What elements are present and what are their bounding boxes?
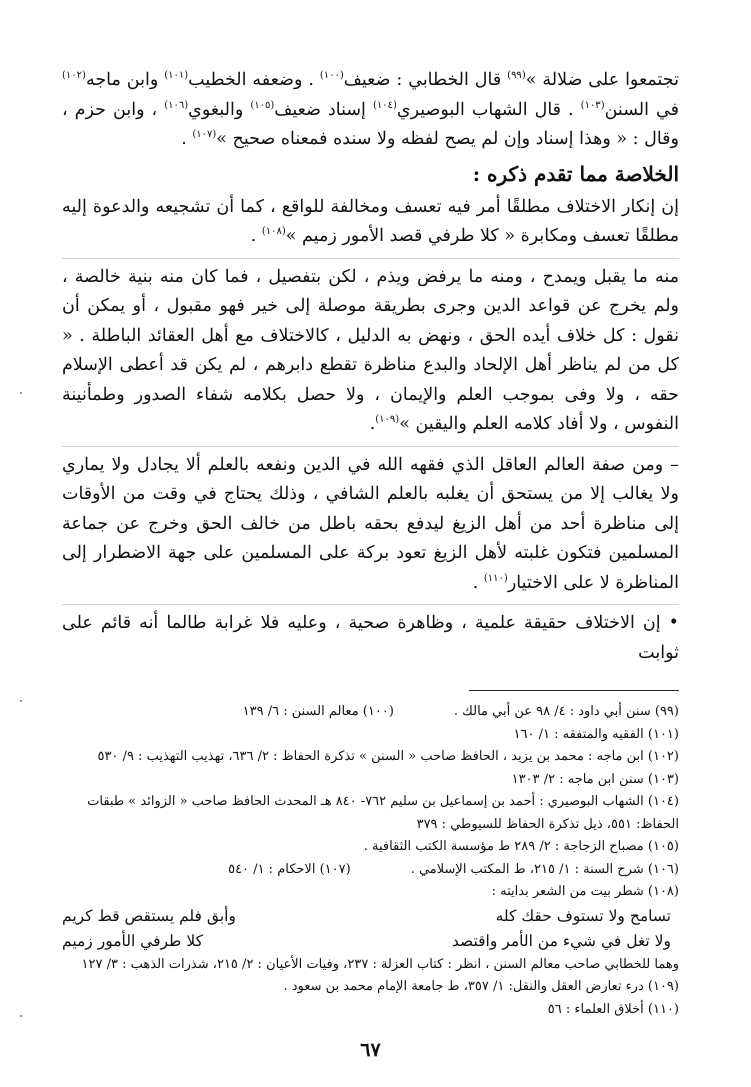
book-page	[62, 66, 679, 1087]
footnote: (١٠٣) سنن ابن ماجه : ٢/ ١٣٠٣	[511, 771, 679, 787]
paragraph: – ومن صفة العالم العاقل الذي فقهه الله في الدين ونفعه بالعلم ألا يجادل ولا يماري ولا يغالب إلا من يستحق أن يغلبه بالعلم الشافي ، وذلك يحتاج في وقت من الأوقات إلى مناظرة أحد من أهل الزيغ ليدفع بحقه باطل من خالف الحق وخرج عن جماعة المسلمين فتكون غلبته لأهل الزيغ تعود بركة على المسلمين على جهة الاضطرار إلى المناظرة لا على الاختيار$^{(١١٠)}$ .	[62, 446, 679, 599]
footnote: (١٠٥) مصباح الزجاجة : ٢/ ٢٨٩ ط مؤسسة الكتب الثقافية .	[363, 839, 679, 854]
footnote: (١٠٤) الشهاب البوصيري : أحمد بن إسماعيل بن سليم ٧٦٢- ٨٤٠ هـ المحدث الحافظ صاحب « الزوائد » طبقات الحفاظ: ٥٥١، ذيل تذكرة الحفاظ للسيوطي : ٣٧٩	[87, 794, 679, 832]
scan-mark	[20, 700, 22, 702]
verse-hemistich: ولا تغل في شيء من الأمر واقتصد	[451, 931, 671, 950]
footnote: وهما للخطابي صاحب معالم السنن ، انظر : كتاب العزلة : ٢٣٧، وفيات الأعيان : ٢/ ٢١٥، شذرات الذهب : ٣/ ١٢٧	[81, 956, 679, 972]
footnote: (١٠٩) درء تعارض العقل والنقل: ١/ ٣٥٧، ط جامعة الإمام محمد بن سعود .	[283, 979, 679, 994]
paragraph: تجتمعوا على ضلالة »$^{(٩٩)}$ قال الخطابي : ضعيف$^{(١٠٠)}$ . وضعفه الخطيب$^{(١٠١)}$ وابن ماجه$^{(١٠٢)}$ في السنن$^{(١٠٣)}$ . قال الشهاب البوصيري$^{(١٠٤)}$ إسناد ضعيف$^{(١٠٥)}$ والبغوي$^{(١٠٦)}$ ، وابن حزم ، وقال : « وهذا إسناد وإن لم يصح لفظه ولا سنده فمعناه صحيح »$^{(١٠٧)}$ .	[62, 70, 679, 149]
scan-mark	[20, 392, 22, 394]
footnote: (١٠٧) الاحكام : ١/ ٥٤٠	[228, 861, 351, 877]
footnote: (١٠٠) معالم السنن : ٦/ ١٣٩	[242, 704, 394, 719]
verse-hemistich: تسامح ولا تستوف حقك كله	[495, 906, 671, 925]
footnote: (١٠١) الفقيه والمتفقه : ١/ ١٦٠	[513, 726, 679, 742]
scan-mark	[20, 1015, 22, 1017]
footnote-divider	[469, 690, 679, 691]
footnote: (١٠٦) شرح السنة : ١/ ٢١٥، ط المكتب الإسلامي .	[410, 861, 679, 877]
footnote: (١٠٨) شطر بيت من الشعر بدايته :	[491, 884, 679, 899]
body-text	[62, 66, 679, 668]
footnote: (٩٩) سنن أبي داود : ٤/ ٩٨ عن أبي مالك .	[453, 704, 679, 719]
page-number: ٦٧	[360, 1039, 381, 1061]
footnote-row	[62, 701, 679, 724]
footnote: (١٠٢) ابن ماجه : محمد بن يزيد ، الحافظ صاحب « السنن » تذكرة الحفاظ : ٢/ ٦٣٦، تهذيب التهذيب : ٩/ ٥٣٠	[97, 749, 679, 764]
verse-hemistich: وأبق فلم يستقص قط كريم	[62, 906, 236, 925]
paragraph: إن إنكار الاختلاف مطلقًا أمر فيه تعسف ومخالفة للواقع ، كما أن تشجيعه والدعوة إليه مطلقًا تعسف ومكابرة « كلا طرفي قصد الأمور زميم »$^{(١٠٨)}$ .	[62, 196, 679, 246]
poem-verse	[62, 929, 679, 954]
paragraph: • إن الاختلاف حقيقة علمية ، وظاهرة صحية ، وعليه فلا غرابة طالما أنه قائم على ثوابت	[62, 604, 679, 668]
section-heading: الخلاصة مما تقدم ذكره :	[472, 161, 679, 186]
verse-hemistich: كلا طرفي الأمور زميم	[62, 931, 203, 950]
poem-verse	[62, 904, 679, 929]
footnote: (١١٠) أخلاق العلماء : ٥٦	[547, 1001, 679, 1017]
footnote-row	[62, 859, 679, 882]
footnotes	[62, 701, 679, 1021]
paragraph: منه ما يقبل ويمدح ، ومنه ما يرفض ويذم ، لكن بتفصيل ، فما كان منه بنية خالصة ، ولم يخرج عن قواعد الدين وجرى بطريقة موصلة إلى خير فهو مقبول ، أو يمكن أن نقول : كل خلاف أيده الحق ، ونهض به الدليل ، كالاختلاف مع أهل العقائد الباطلة . « كل من لم يناظر أهل الإلحاد والبدع مناظرة تقطع دابرهم ، لم يكن قد أعطى الإسلام حقه ، ولا وفى بموجب العلم والإيمان ، ولا حصل بكلامه شفاء الصدور وطمأنينة النفوس ، ولا أفاد كلامه العلم واليقين »$^{(١٠٩)}$.	[62, 258, 679, 440]
